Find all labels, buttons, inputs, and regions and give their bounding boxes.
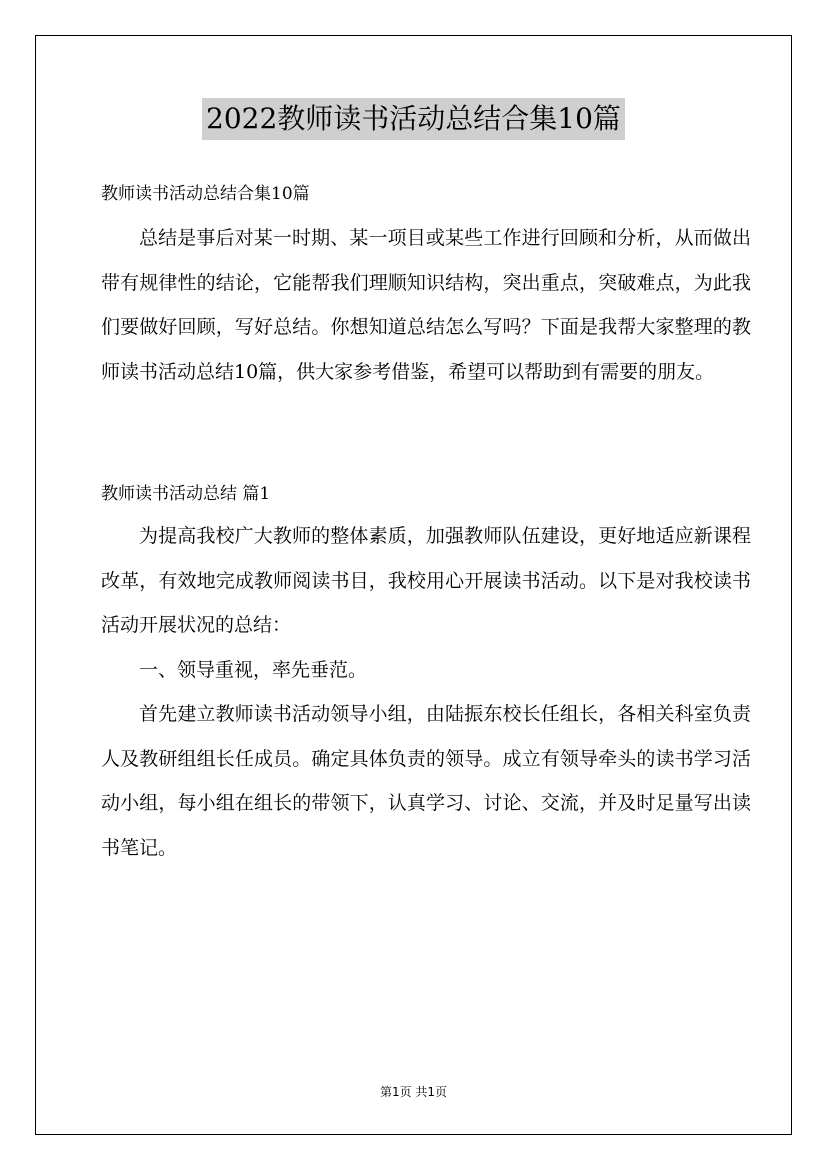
document-body	[101, 176, 751, 870]
section-paragraph-2: 一、领导重视，率先垂范。	[139, 658, 368, 681]
section-paragraph-1: 为提高我校广大教师的整体素质，加强教师队伍建设，更好地适应新课程改革，有效地完成教师阅读书目，我校用心开展读书活动。以下是对我校读书活动开展状况的总结：	[101, 525, 751, 636]
title-wrapper	[0, 98, 827, 140]
page-footer: 第1页 共1页	[379, 1085, 448, 1099]
intro-paragraph: 总结是事后对某一时期、某一项目或某些工作进行回顾和分析，从而做出带有规律性的结论，它能帮我们理顺知识结构，突出重点，突破难点，为此我们要做好回顾，写好总结。你想知道总结怎么写吗？下面是我帮大家整理的教师读书活动总结10篇，供大家参考借鉴，希望可以帮助到有需要的朋友。	[101, 227, 751, 383]
section-paragraph-3: 首先建立教师读书活动领导小组，由陆振东校长任组长，各相关科室负责人及教研组组长任成员。确定具体负责的领导。成立有领导牵头的读书学习活动小组，每小组在组长的带领下，认真学习、讨论、交流，并及时足量写出读书笔记。	[101, 703, 751, 859]
document-subtitle: 教师读书活动总结合集10篇	[101, 184, 310, 204]
document-title: 2022教师读书活动总结合集10篇	[202, 98, 625, 140]
section-heading: 教师读书活动总结 篇1	[101, 484, 271, 504]
